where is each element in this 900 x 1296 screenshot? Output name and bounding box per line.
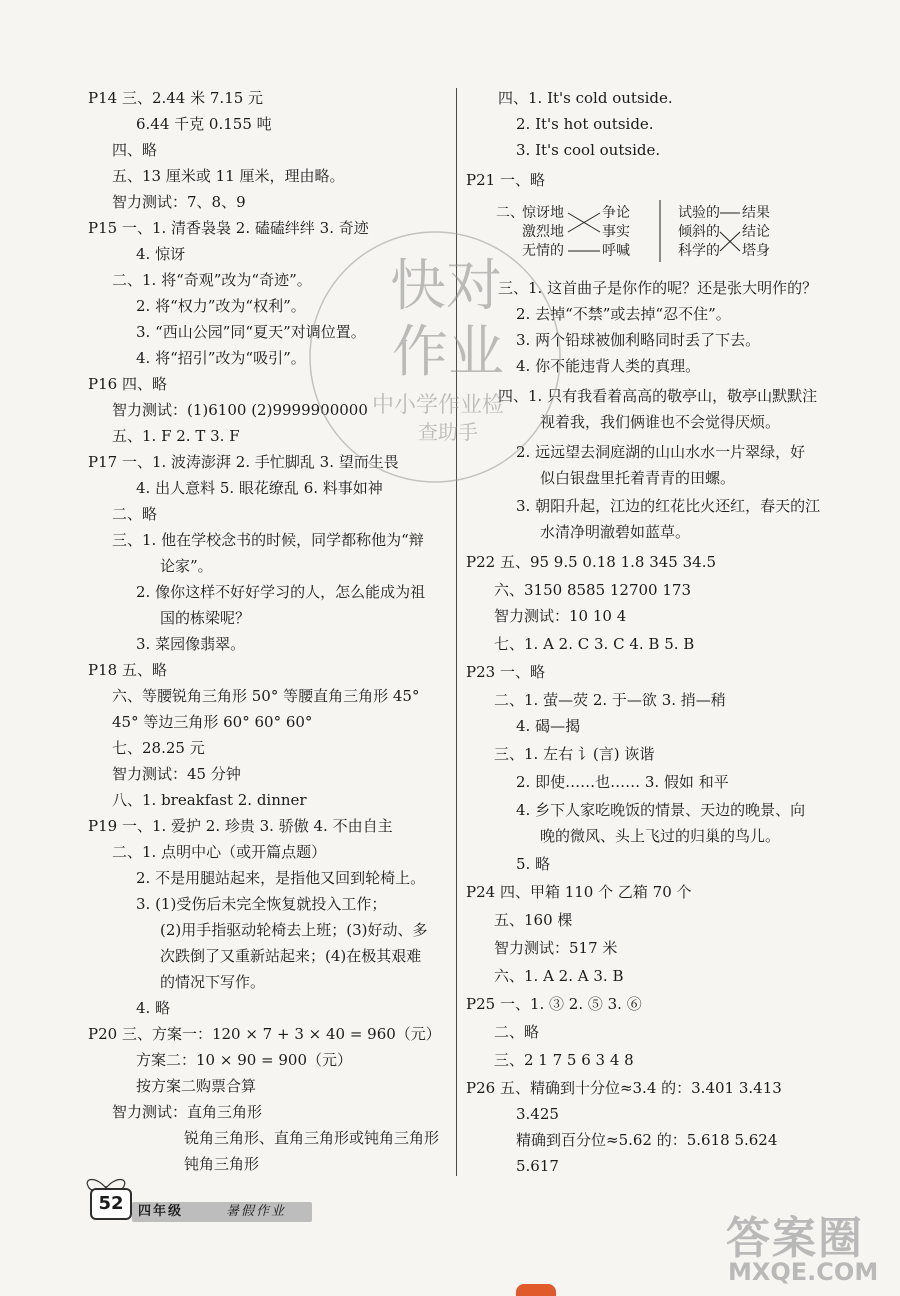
answer-line: P24 四、甲箱 110 个 乙箱 70 个 xyxy=(466,883,692,901)
diagram-word: 呼喊 xyxy=(602,243,630,259)
answer-line: 2. It's hot outside. xyxy=(516,115,654,133)
corner-logo-url: MXQE.COM xyxy=(728,1258,879,1286)
diagram-word: 科学的 xyxy=(678,243,720,259)
answer-line: 四、1. 只有我看着高高的敬亭山，敬亭山默默注 xyxy=(498,387,818,405)
answer-line: 2. 像你这样不好好学习的人，怎么能成为祖 xyxy=(136,583,426,601)
answer-line: 四、略 xyxy=(112,141,158,159)
answer-line: P21 一、略 xyxy=(466,171,545,189)
grade-label: 四年级 xyxy=(138,1204,184,1219)
answer-line: 五、13 厘米或 11 厘米，理由略。 xyxy=(112,167,345,185)
answer-line: 锐角三角形、直角三角形或钝角三角形 xyxy=(184,1129,440,1147)
answer-line: 4. 惊讶 xyxy=(136,245,186,263)
answer-line: 四、1. It's cold outside. xyxy=(498,89,673,107)
answer-line: 晚的微风、头上飞过的归巢的鸟儿。 xyxy=(540,827,781,845)
answer-line: 钝角三角形 xyxy=(184,1155,260,1173)
answer-line: P26 五、精确到十分位≈3.4 的：3.401 3.413 xyxy=(466,1079,782,1097)
answer-line: 3. 朝阳升起，江边的红花比火还红，春天的江 xyxy=(516,497,821,515)
answer-line: 按方案二购票合算 xyxy=(136,1077,257,1095)
answer-line: P16 四、略 xyxy=(88,375,167,393)
answer-line: 六、1. A 2. A 3. B xyxy=(494,967,624,985)
answer-line: P17 一、1. 波涛澎湃 2. 手忙脚乱 3. 望而生畏 xyxy=(88,453,399,471)
diagram-word: 激烈地 xyxy=(522,224,564,240)
answer-line: 二、略 xyxy=(494,1023,540,1041)
answer-line: 精确到百分位≈5.62 的：5.618 5.624 xyxy=(516,1131,778,1149)
watermark-text: 中小学作业检 xyxy=(372,393,505,418)
answer-line: 3. It's cool outside. xyxy=(516,141,661,159)
answer-line: P15 一、1. 清香袅袅 2. 磕磕绊绊 3. 奇迹 xyxy=(88,219,369,237)
answer-line: 2. 不是用腿站起来，是指他又回到轮椅上。 xyxy=(136,869,426,887)
answer-line: 七、1. A 2. C 3. C 4. B 5. B xyxy=(494,635,695,653)
answer-line: 5.617 xyxy=(516,1157,559,1175)
answer-line: P18 五、略 xyxy=(88,661,167,679)
answer-line: 三、1. 这首曲子是你作的呢？还是张大明作的？ xyxy=(498,279,818,297)
answer-line: 5. 略 xyxy=(516,855,551,873)
diagram-word: 结果 xyxy=(742,205,770,221)
diagram-word: 争论 xyxy=(602,205,630,221)
answer-line: 三、1. 左右 讠(言) 诙谐 xyxy=(494,745,655,763)
corner-watermark xyxy=(720,1200,896,1292)
answer-line: 4. 出人意料 5. 眼花缭乱 6. 料事如神 xyxy=(136,479,383,497)
answer-line: 论家”。 xyxy=(160,557,213,575)
answer-line: (2)用手指驱动轮椅去上班；(3)好动、多 xyxy=(160,921,428,939)
answer-line: 智力测试：517 米 xyxy=(494,939,618,957)
answer-line: 4. 将“招引”改为“吸引”。 xyxy=(136,349,306,367)
answer-line: 似白银盘里托着青青的田螺。 xyxy=(540,469,736,487)
answer-line: 4. 乡下人家吃晚饭的情景、天边的晚景、向 xyxy=(516,801,806,819)
answer-line: P23 一、略 xyxy=(466,663,545,681)
answer-line: 的情况下写作。 xyxy=(160,973,266,991)
answer-line: 4. 碣—揭 xyxy=(516,717,581,735)
answer-line: 6.44 千克 0.155 吨 xyxy=(136,115,272,133)
answer-line: 五、1. F 2. T 3. F xyxy=(112,427,240,445)
watermark-text: 查助手 xyxy=(418,420,478,444)
watermark-stamp xyxy=(300,222,570,492)
workbook-label: 暑假作业 xyxy=(226,1204,287,1219)
answer-line: 三、1. 他在学校念书的时候，同学都称他为“辩 xyxy=(112,531,424,549)
answer-line: 智力测试：10 10 4 xyxy=(494,607,627,625)
answer-line: 方案二：10 × 90 = 900（元） xyxy=(136,1051,353,1069)
diagram-word: 事实 xyxy=(602,224,630,240)
answer-line: 二、略 xyxy=(112,505,158,523)
answer-line: P22 五、95 9.5 0.18 1.8 345 34.5 xyxy=(466,553,717,571)
answer-line: P20 三、方案一：120 × 7 + 3 × 40 = 960（元） xyxy=(88,1025,441,1043)
page-footer xyxy=(80,1176,320,1220)
answer-line: 2. 即使……也…… 3. 假如 和平 xyxy=(516,773,729,791)
answer-line: 3. 两个铅球被伽利略同时丢了下去。 xyxy=(516,331,761,349)
watermark-text: 作业 xyxy=(392,320,504,385)
answer-line: 六、3150 8585 12700 173 xyxy=(494,581,691,599)
answer-line: 五、160 棵 xyxy=(494,911,573,929)
diagram-word: 倾斜的 xyxy=(678,224,720,240)
corner-logo-text: 答案圈 xyxy=(726,1213,864,1264)
answer-line: 水清净明澈碧如蓝草。 xyxy=(540,523,691,541)
answer-line: 三、2 1 7 5 6 3 4 8 xyxy=(494,1051,634,1069)
diagram-word: 无情的 xyxy=(522,243,564,259)
answer-line: 视着我，我们俩谁也不会觉得厌烦。 xyxy=(540,413,781,431)
answer-line: P14 三、2.44 米 7.15 元 xyxy=(88,89,264,107)
answer-line: 2. 远远望去洞庭湖的山山水水一片翠绿，好 xyxy=(516,443,806,461)
answer-line: 二、1. 将“奇观”改为“奇迹”。 xyxy=(112,271,312,289)
answer-line: 3. 菜园像翡翠。 xyxy=(136,635,246,653)
diagram-prefix: 二、 xyxy=(496,205,524,221)
answer-line: 七、28.25 元 xyxy=(112,739,205,757)
answer-line: 智力测试：45 分钟 xyxy=(112,765,241,783)
answer-line: 3.425 xyxy=(516,1105,559,1123)
diagram-word: 塔身 xyxy=(742,243,770,259)
answer-line: P19 一、1. 爱护 2. 珍贵 3. 骄傲 4. 不由自主 xyxy=(88,817,393,835)
answer-line: 智力测试：7、8、9 xyxy=(112,193,246,211)
answer-line: 八、1. breakfast 2. dinner xyxy=(112,791,307,809)
answer-line: 智力测试：(1)6100 (2)9999900000 xyxy=(112,401,368,419)
answer-line: 4. 略 xyxy=(136,999,171,1017)
answer-line: 4. 你不能违背人类的真理。 xyxy=(516,357,701,375)
answer-line: 2. 去掉“不禁”或去掉“忍不住”。 xyxy=(516,305,731,323)
diagram-word: 惊讶地 xyxy=(522,205,564,221)
answer-line: 3. (1)受伤后未完全恢复就投入工作； xyxy=(136,895,387,913)
page-number: 52 xyxy=(90,1188,132,1220)
answer-line: 次跌倒了又重新站起来；(4)在极其艰难 xyxy=(160,947,422,965)
answer-line: 二、1. 萤—荧 2. 于—欲 3. 捎—稍 xyxy=(494,691,726,709)
answer-line: 国的栋梁呢？ xyxy=(160,609,251,627)
answer-line: 2. 将“权力”改为“权利”。 xyxy=(136,297,306,315)
diagram-word: 结论 xyxy=(742,224,770,240)
diagram-word: 试验的 xyxy=(678,205,720,221)
answer-line: 二、1. 点明中心（或开篇点题） xyxy=(112,843,327,861)
answer-line: 45° 等边三角形 60° 60° 60° xyxy=(112,713,313,731)
watermark-text: 快对 xyxy=(390,254,502,319)
answer-line: 智力测试：直角三角形 xyxy=(112,1103,263,1121)
answer-line: P25 一、1. ③ 2. ⑤ 3. ⑥ xyxy=(466,995,642,1013)
answer-line: 3. “西山公园”同“夏天”对调位置。 xyxy=(136,323,366,341)
answer-line: 六、等腰锐角三角形 50° 等腰直角三角形 45° xyxy=(112,687,420,705)
page-tab-marker xyxy=(516,1284,556,1296)
